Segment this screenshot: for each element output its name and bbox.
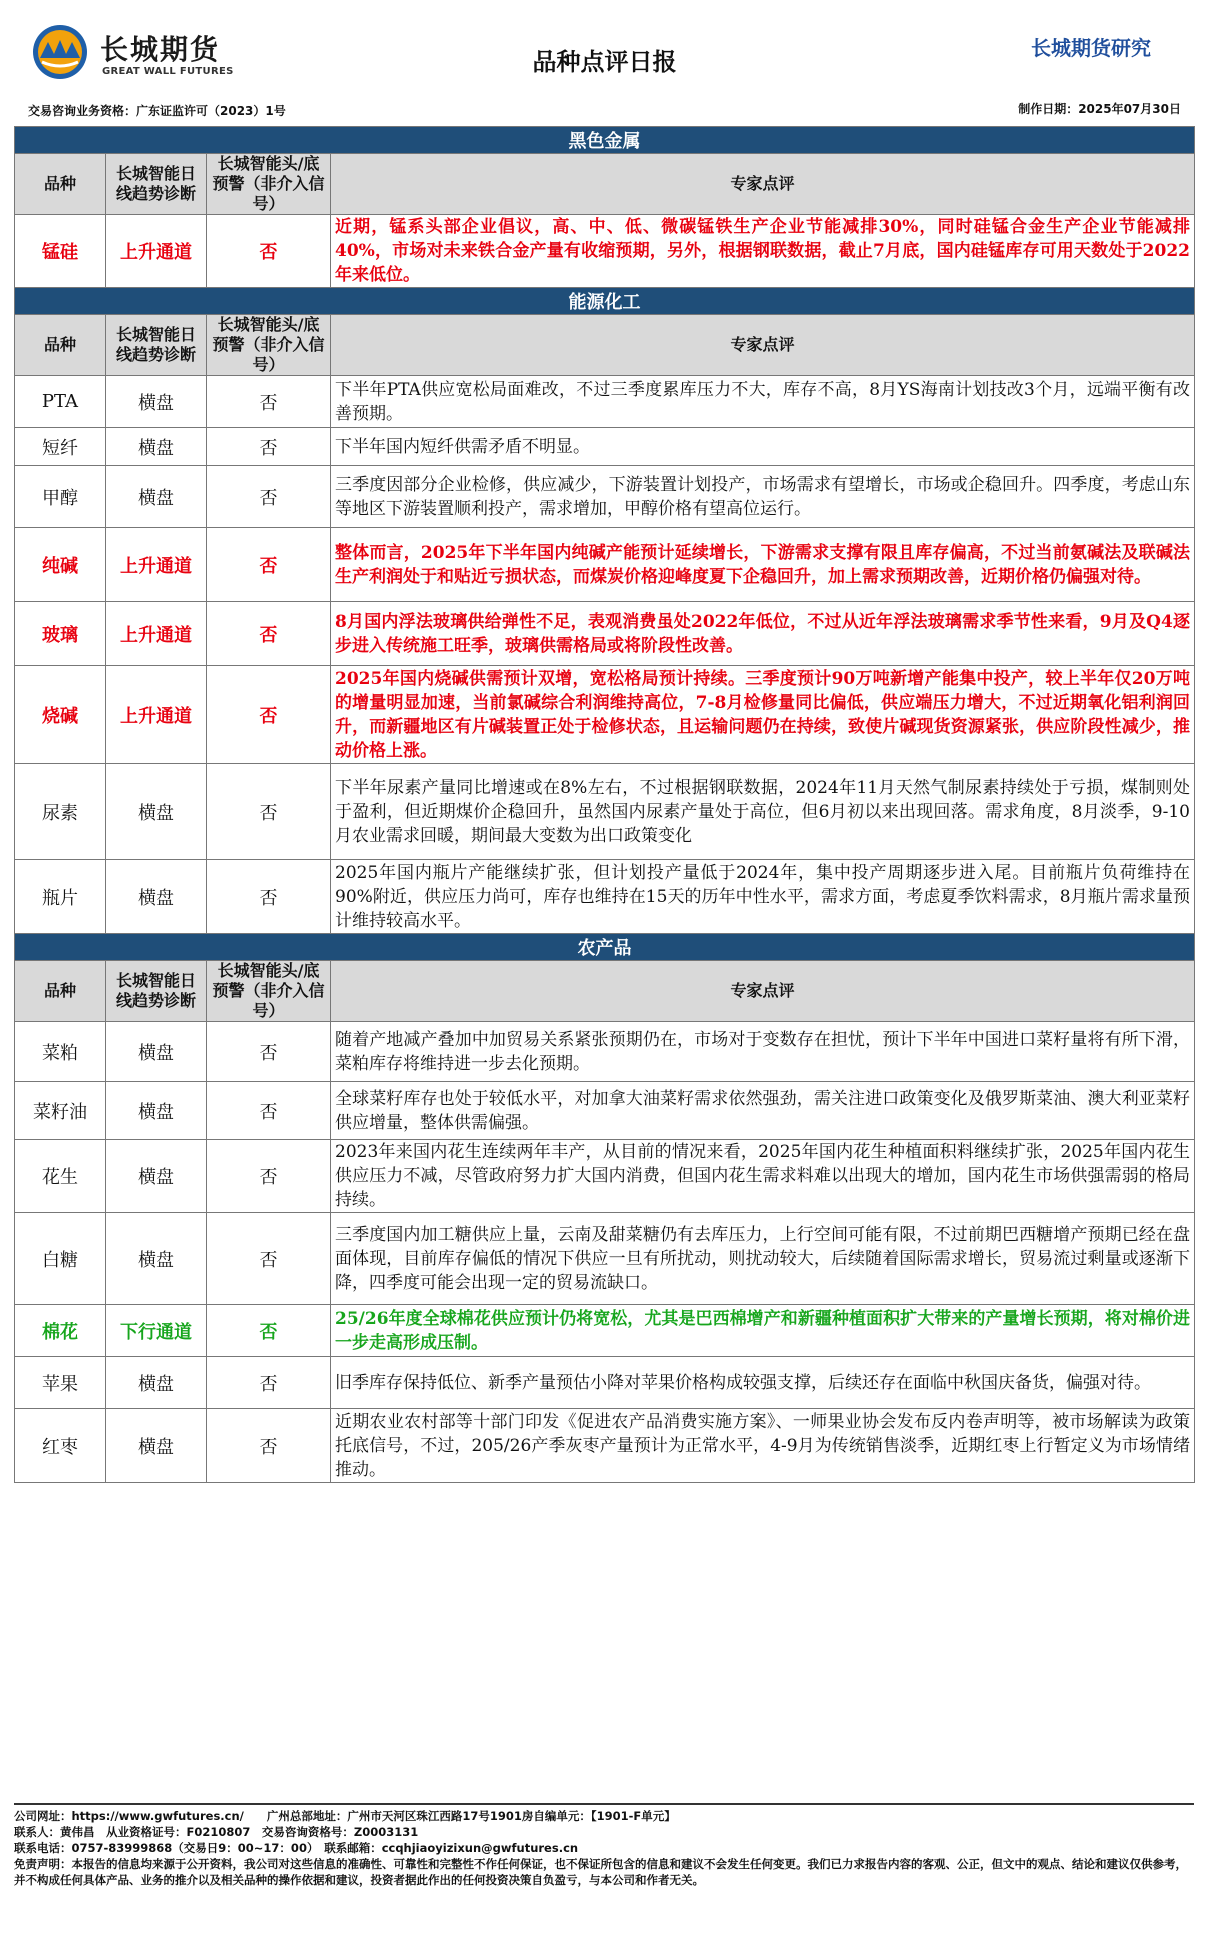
comment-cell: 三季度因部分企业检修，供应减少，下游装置计划投产，市场需求有望增长，市场或企稳回升。四季度，考虑山东等地区下游装置顺利投产，需求增加，甲醇价格有望高位运行。 [331, 466, 1195, 528]
warning-cell: 否 [207, 1022, 331, 1082]
variety-cell: 瓶片 [15, 860, 106, 934]
table-row [15, 466, 1195, 528]
warning-cell: 否 [207, 666, 331, 764]
footer-address: 公司网址：https://www.gwfutures.cn/ 广州总部地址：广州市天河区珠江西路17号1901房自编单元：【1901-F单元】 [14, 1809, 676, 1823]
trend-cell: 横盘 [106, 428, 207, 466]
table-row [15, 1082, 1195, 1140]
footer-contact: 联系人：黄伟昌 从业资格证号：F0210807 交易咨询资格号：Z0003131 [14, 1825, 419, 1839]
trend-cell: 横盘 [106, 764, 207, 860]
trend-cell: 上升通道 [106, 215, 207, 288]
variety-cell: 菜粕 [15, 1022, 106, 1082]
trend-cell: 横盘 [106, 1022, 207, 1082]
variety-cell: 甲醇 [15, 466, 106, 528]
trend-cell: 横盘 [106, 1409, 207, 1483]
variety-cell: 尿素 [15, 764, 106, 860]
variety-cell: 红枣 [15, 1409, 106, 1483]
comment-cell: 旧季库存保持低位、新季产量预估小降对苹果价格构成较强支撑，后续还存在面临中秋国庆备货，偏强对待。 [331, 1357, 1195, 1409]
section-header-row [15, 127, 1195, 154]
col-header-warning: 长城智能头/底预警（非介入信号） [207, 315, 331, 376]
variety-cell: 菜籽油 [15, 1082, 106, 1140]
comment-cell: 2025年国内瓶片产能继续扩张，但计划投产量低于2024年，集中投产周期逐步进入尾。目前瓶片负荷维持在90%附近，供应压力尚可，库存也维持在15天的历年中性水平，需求方面，考虑夏季饮料需求，8月瓶片需求量预计维持较高水平。 [331, 860, 1195, 934]
warning-cell: 否 [207, 215, 331, 288]
trend-cell: 横盘 [106, 466, 207, 528]
trend-cell: 上升通道 [106, 666, 207, 764]
table-row [15, 428, 1195, 466]
table-row [15, 1140, 1195, 1213]
col-header-expert: 专家点评 [331, 315, 1195, 376]
variety-cell: 苹果 [15, 1357, 106, 1409]
variety-cell: PTA [15, 376, 106, 428]
col-header-variety: 品种 [15, 315, 106, 376]
variety-cell: 短纤 [15, 428, 106, 466]
column-header-row [15, 154, 1195, 215]
trend-cell: 横盘 [106, 860, 207, 934]
section-title: 能源化工 [15, 288, 1195, 315]
section-title: 黑色金属 [15, 127, 1195, 154]
comment-cell: 三季度国内加工糖供应上量，云南及甜菜糖仍有去库压力，上行空间可能有限，不过前期巴西糖增产预期已经在盘面体现，目前库存偏低的情况下供应一旦有所扰动，则扰动较大，后续随着国际需求增长，贸易流过剩量或逐渐下降，四季度可能会出现一定的贸易流缺口。 [331, 1213, 1195, 1305]
warning-cell: 否 [207, 764, 331, 860]
table-row [15, 860, 1195, 934]
trend-cell: 上升通道 [106, 528, 207, 602]
comment-cell: 近期，锰系头部企业倡议，高、中、低、微碳锰铁生产企业节能减排30%，同时硅锰合金生产企业节能减排40%，市场对未来铁合金产量有收缩预期，另外，根据钢联数据，截止7月底，国内硅锰库存可用天数处于2022年来低位。 [331, 215, 1195, 288]
comment-cell: 8月国内浮法玻璃供给弹性不足，表观消费虽处2022年低位，不过从近年浮法玻璃需求季节性来看，9月及Q4逐步进入传统施工旺季，玻璃供需格局或将阶段性改善。 [331, 602, 1195, 666]
warning-cell: 否 [207, 528, 331, 602]
column-header-row [15, 315, 1195, 376]
table-row [15, 602, 1195, 666]
section-title: 农产品 [15, 934, 1195, 961]
col-header-expert: 专家点评 [331, 961, 1195, 1022]
variety-cell: 花生 [15, 1140, 106, 1213]
comment-cell: 下半年尿素产量同比增速或在8%左右，不过根据钢联数据，2024年11月天然气制尿素持续处于亏损，煤制则处于盈利，但近期煤价企稳回升，虽然国内尿素产量处于高位，但6月初以来出现回落。需求角度，8月淡季，9-10月农业需求回暖，期间最大变数为出口政策变化 [331, 764, 1195, 860]
variety-cell: 纯碱 [15, 528, 106, 602]
research-label: 长城期货研究 [1031, 36, 1151, 60]
table-row [15, 764, 1195, 860]
warning-cell: 否 [207, 428, 331, 466]
warning-cell: 否 [207, 860, 331, 934]
comment-cell: 2023年来国内花生连续两年丰产，从目前的情况来看，2025年国内花生种植面积料继续扩张，2025年国内花生供应压力不减，尽管政府努力扩大国内消费，但国内花生需求料难以出现大的增加，国内花生市场供强需弱的格局持续。 [331, 1140, 1195, 1213]
warning-cell: 否 [207, 1140, 331, 1213]
table-row [15, 528, 1195, 602]
trend-cell: 下行通道 [106, 1305, 207, 1357]
variety-cell: 棉花 [15, 1305, 106, 1357]
variety-cell: 锰硅 [15, 215, 106, 288]
report-date: 制作日期：2025年07月30日 [1018, 102, 1181, 116]
variety-cell: 白糖 [15, 1213, 106, 1305]
warning-cell: 否 [207, 1082, 331, 1140]
comment-cell: 25/26年度全球棉花供应预计仍将宽松，尤其是巴西棉增产和新疆种植面积扩大带来的产量增长预期，将对棉价进一步走高形成压制。 [331, 1305, 1195, 1357]
variety-cell: 玻璃 [15, 602, 106, 666]
variety-cell: 烧碱 [15, 666, 106, 764]
comment-cell: 整体而言，2025年下半年国内纯碱产能预计延续增长，下游需求支撑有限且库存偏高，不过当前氨碱法及联碱法生产利润处于和贴近亏损状态，而煤炭价格迎峰度夏下企稳回升，加上需求预期改善，近期价格仍偏强对待。 [331, 528, 1195, 602]
warning-cell: 否 [207, 1305, 331, 1357]
table-row [15, 1022, 1195, 1082]
license-text: 交易咨询业务资格：广东证监许可（2023）1号 [28, 104, 286, 118]
warning-cell: 否 [207, 602, 331, 666]
logo-name-cn: 长城期货 [100, 33, 221, 66]
comment-cell: 随着产地减产叠加中加贸易关系紧张预期仍在，市场对于变数存在担忧，预计下半年中国进口菜籽量将有所下滑，菜粕库存将维持进一步去化预期。 [331, 1022, 1195, 1082]
comment-cell: 近期农业农村部等十部门印发《促进农产品消费实施方案》、一师果业协会发布反内卷声明等，被市场解读为政策托底信号，不过，205/26产季灰枣产量预计为正常水平，4-9月为传统销售淡季，近期红枣上行暂定义为市场情绪推动。 [331, 1409, 1195, 1483]
trend-cell: 上升通道 [106, 602, 207, 666]
trend-cell: 横盘 [106, 1140, 207, 1213]
trend-cell: 横盘 [106, 376, 207, 428]
table-row [15, 666, 1195, 764]
section-header-row [15, 934, 1195, 961]
comment-cell: 下半年PTA供应宽松局面难改，不过三季度累库压力不大，库存不高，8月YS海南计划技改3个月，远端平衡有改善预期。 [331, 376, 1195, 428]
comment-cell: 2025年国内烧碱供需预计双增，宽松格局预计持续。三季度预计90万吨新增产能集中投产，较上半年仅20万吨的增量明显加速，当前氯碱综合利润维持高位，7-8月检修量同比偏低，供应端压力增大，不过近期氧化铝利润回升，而新疆地区有片碱装置正处于检修状态，且运输问题仍在持续，致使片碱现货资源紧张，供应阶段性减少，推动价格上涨。 [331, 666, 1195, 764]
footer-disclaimer: 免责声明：本报告的信息均来源于公开资料，我公司对这些信息的准确性、可靠性和完整性不作任何保证，也不保证所包含的信息和建议不会发生任何变更。我们已力求报告内容的客观、公正，但文中的观点、结论和建议仅供参考，并不构成任何具体产品、业务的推介以及相关品种的操作依据和建议，投资者据此作出的任何投资决策自负盈亏，与本公司和作者无关。 [14, 1857, 1187, 1887]
col-header-trend: 长城智能日线趋势诊断 [106, 154, 207, 215]
col-header-expert: 专家点评 [331, 154, 1195, 215]
col-header-variety: 品种 [15, 154, 106, 215]
trend-cell: 横盘 [106, 1213, 207, 1305]
table-row [15, 1357, 1195, 1409]
logo-name-en: GREAT WALL FUTURES [102, 66, 234, 77]
report-header [0, 0, 1209, 118]
col-header-warning: 长城智能头/底预警（非介入信号） [207, 154, 331, 215]
col-header-warning: 长城智能头/底预警（非介入信号） [207, 961, 331, 1022]
warning-cell: 否 [207, 1213, 331, 1305]
section-header-row [15, 288, 1195, 315]
col-header-variety: 品种 [15, 961, 106, 1022]
page-title: 品种点评日报 [532, 48, 677, 76]
commentary-table [14, 126, 1195, 1483]
table-row [15, 1305, 1195, 1357]
report-footer [14, 1808, 1194, 1888]
footer-divider [14, 1803, 1194, 1805]
warning-cell: 否 [207, 1357, 331, 1409]
trend-cell: 横盘 [106, 1357, 207, 1409]
table-row [15, 1409, 1195, 1483]
table-row [15, 215, 1195, 288]
warning-cell: 否 [207, 1409, 331, 1483]
comment-cell: 下半年国内短纤供需矛盾不明显。 [331, 428, 1195, 466]
col-header-trend: 长城智能日线趋势诊断 [106, 315, 207, 376]
comment-cell: 全球菜籽库存也处于较低水平，对加拿大油菜籽需求依然强劲，需关注进口政策变化及俄罗斯菜油、澳大利亚菜籽供应增量，整体供需偏强。 [331, 1082, 1195, 1140]
column-header-row [15, 961, 1195, 1022]
table-row [15, 376, 1195, 428]
col-header-trend: 长城智能日线趋势诊断 [106, 961, 207, 1022]
footer-phone-email: 联系电话：0757-83999868（交易日9：00~17：00） 联系邮箱：ccqhjiaoyizixun@gwfutures.cn [14, 1841, 579, 1855]
table-row [15, 1213, 1195, 1305]
trend-cell: 横盘 [106, 1082, 207, 1140]
warning-cell: 否 [207, 466, 331, 528]
warning-cell: 否 [207, 376, 331, 428]
